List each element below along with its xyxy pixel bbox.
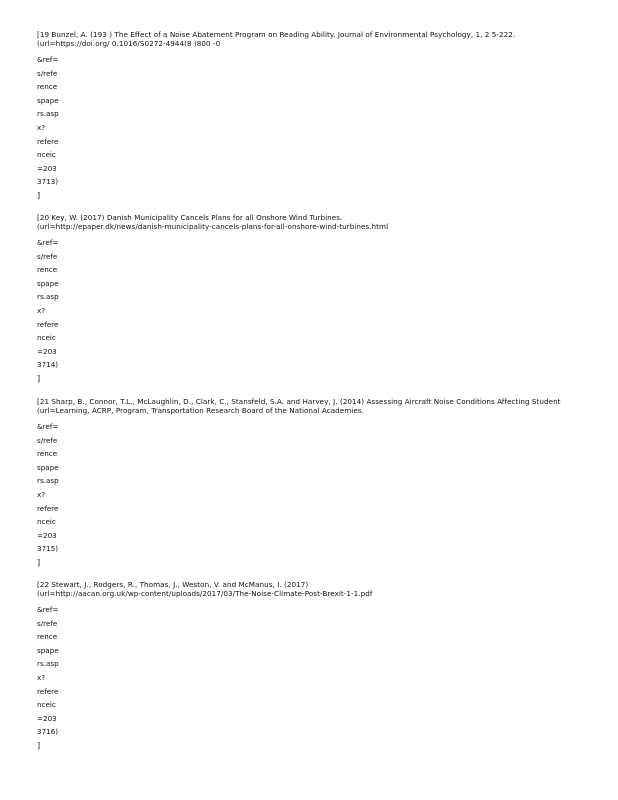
closing-bracket: ] — [37, 557, 41, 567]
url-fragment: refere — [37, 686, 59, 696]
url-fragment: spape — [37, 462, 59, 472]
url-fragment: refere — [37, 136, 59, 146]
url-fragment: rence — [37, 632, 58, 642]
reference-url[interactable]: (url=https://doi.org/ 0.1016/S0272-4944(8 )800 -0 — [37, 39, 221, 48]
reference-citation: [20 Key, W. (2017) Danish Municipality Cancels Plans for all Onshore Wind Turbines. — [37, 213, 343, 222]
url-fragment: 3714) — [37, 360, 59, 370]
url-fragment: s/refe — [37, 68, 58, 78]
url-fragment: nceic — [37, 150, 56, 160]
url-fragment: rence — [37, 82, 58, 92]
url-fragment: rence — [37, 265, 58, 275]
url-fragment: s/refe — [37, 435, 58, 445]
url-fragment: nceic — [37, 333, 56, 343]
url-fragment: &ref= — [37, 605, 59, 614]
reference-citation: [21 Sharp, B., Connor, T.L., McLaughlin, D., Clark, C., Stansfeld, S.A. and Harvey, J. (2014) Assessing Aircraft Noise Conditions Affecting Student — [37, 397, 561, 406]
url-fragment: x? — [37, 489, 46, 499]
url-fragment: 3713) — [37, 177, 59, 187]
url-fragment: =203 — [37, 163, 57, 173]
url-fragment: 3715) — [37, 544, 59, 554]
reference-url[interactable]: (url=http://aacan.org.uk/wp-content/uploads/2017/03/The-Noise-Climate-Post-Brexit-1-1.pdf — [37, 589, 373, 598]
reference-entry-19 — [37, 30, 597, 204]
reference-url[interactable]: (url=Learning, ACRP, Program, Transportation Research Board of the National Academies. — [37, 406, 364, 415]
url-fragment: spape — [37, 645, 59, 655]
reference-entry-22 — [37, 580, 597, 754]
url-fragment: &ref= — [37, 55, 59, 64]
url-fragment: spape — [37, 278, 59, 288]
url-fragment: rs.asp — [37, 109, 59, 119]
url-fragment: x? — [37, 672, 46, 682]
url-fragment: nceic — [37, 700, 56, 710]
url-fragment: 3716) — [37, 727, 59, 737]
url-fragment: s/refe — [37, 618, 58, 628]
closing-bracket: ] — [37, 373, 41, 383]
url-fragment: rs.asp — [37, 659, 59, 669]
url-fragment: x? — [37, 122, 46, 132]
reference-entry-21 — [37, 397, 597, 571]
url-fragment: refere — [37, 503, 59, 513]
closing-bracket: ] — [37, 740, 41, 750]
url-fragment: rs.asp — [37, 292, 59, 302]
url-fragment: =203 — [37, 346, 57, 356]
url-fragment: =203 — [37, 713, 57, 723]
url-fragment: nceic — [37, 517, 56, 527]
reference-url[interactable]: (url=http://epaper.dk/news/danish-municipality-cancels-plans-for-all-onshore-wind-turbines.html — [37, 222, 389, 231]
reference-citation: [22 Stewart, J., Rodgers, R., Thomas, J., Weston, V. and McManus, I. (2017) — [37, 580, 309, 589]
url-fragment: &ref= — [37, 422, 59, 431]
reference-entry-20 — [37, 213, 597, 387]
closing-bracket: ] — [37, 190, 41, 200]
url-fragment: spape — [37, 95, 59, 105]
url-fragment: rence — [37, 449, 58, 459]
url-fragment: &ref= — [37, 238, 59, 247]
url-fragment: rs.asp — [37, 476, 59, 486]
url-fragment: =203 — [37, 530, 57, 540]
url-fragment: s/refe — [37, 251, 58, 261]
reference-citation: [19 Bunzel, A. (193 ) The Effect of a Noise Abatement Program on Reading Ability. Journal of Environmental Psychology, 1, 2 5-222. — [37, 30, 516, 39]
url-fragment: x? — [37, 305, 46, 315]
url-fragment: refere — [37, 319, 59, 329]
